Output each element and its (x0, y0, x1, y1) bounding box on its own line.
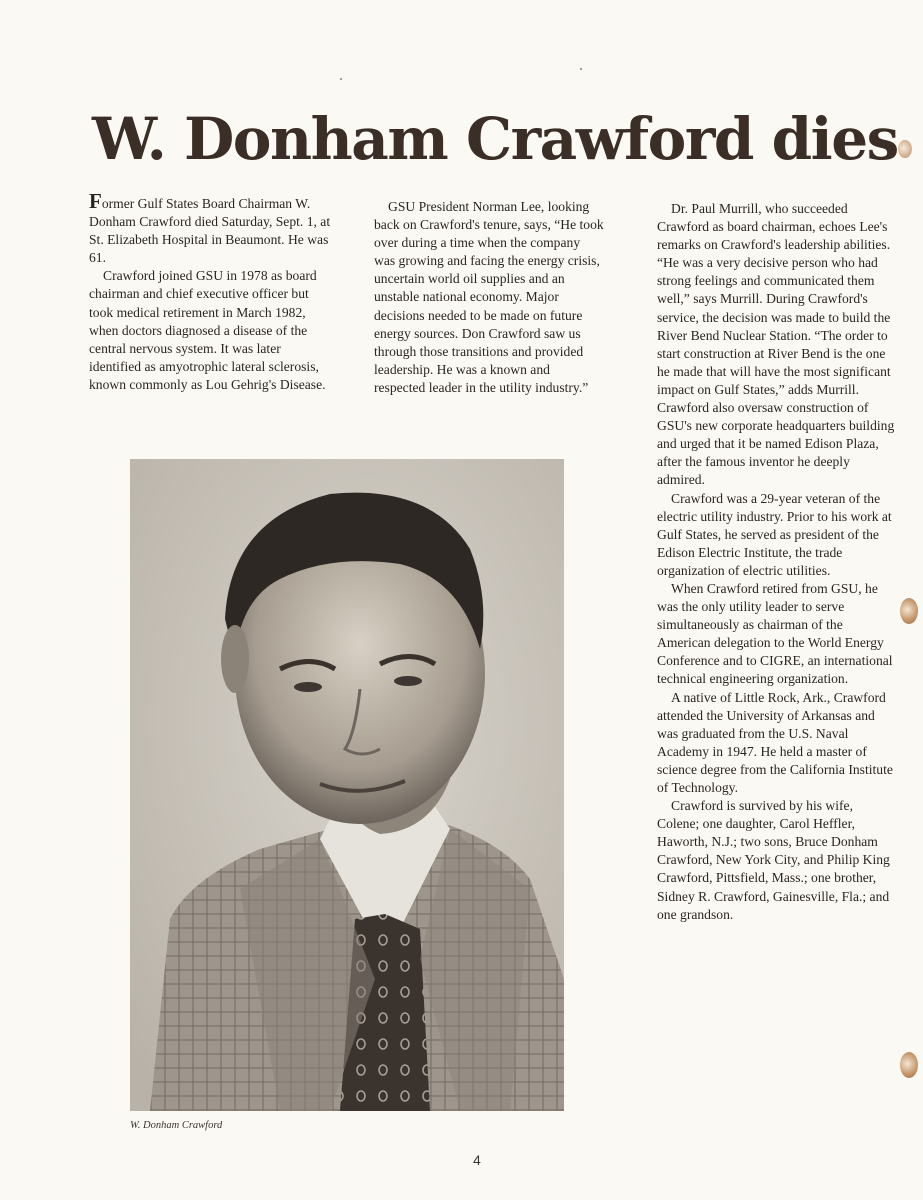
page-number: 4 (473, 1152, 481, 1168)
binder-hole-mark (900, 1052, 918, 1078)
portrait-photo (130, 459, 564, 1111)
paragraph: Crawford is survived by his wife, Colene; one daughter, Carol Heffler, Haworth, N.J.; two sons, Bruce Donham Crawford, New York City, and Philip King Crawford, Pittsfield, Mass.; one brother, Sidney R. Crawford, Gainesville, Fla.; and one grandson. (657, 798, 890, 922)
binder-hole-mark (900, 598, 918, 624)
paragraph (89, 189, 335, 267)
paragraph-text: ormer Gulf States Board Chairman W. Donham Crawford died Saturday, Sept. 1, at St. Elizabeth Hospital in Beaumont. He was 61. (89, 196, 331, 266)
print-speck (580, 68, 582, 70)
article-column-1 (89, 189, 335, 394)
article-headline: W. Donham Crawford dies (92, 105, 898, 173)
article-column-2 (374, 198, 604, 397)
portrait-illustration (130, 459, 564, 1111)
photo-caption: W. Donham Crawford (130, 1120, 223, 1131)
paragraph: GSU President Norman Lee, looking back on Crawford's tenure, says, “He took over during a time when the company was growing and facing the energy crisis, uncertain world oil supplies and an unstable national economy. Major decisions needed to be made on future energy sources. Don Crawford saw us through those transitions and provided leadership. He was a known and respected leader in the utility industry.” (374, 199, 604, 395)
paragraph: Crawford joined GSU in 1978 as board chairman and chief executive officer but took medical retirement in March 1982, when doctors diagnosed a disease of the central nervous system. It was later identified as amyotrophic lateral sclerosis, known commonly as Lou Gehrig's Disease. (89, 268, 326, 392)
paragraph: Dr. Paul Murrill, who succeeded Crawford as board chairman, echoes Lee's remarks on Crawford's leadership abilities. “He was a very decisive person who had strong feelings and communicated them well,” says Murrill. During Crawford's service, the decision was made to build the River Bend Nuclear Station. “The order to start construction at River Bend is the one he made that will have the most significant impact on Gulf States,” adds Murrill. Crawford also oversaw construction of GSU's new corporate headquarters building and urged that it be named Edison Plaza, after the famous inventor he deeply admired. (657, 201, 895, 488)
paragraph: When Crawford retired from GSU, he was the only utility leader to serve simultaneously as chairman of the American delegation to the World Energy Conference and to CIGRE, an international technical engineering organization. (657, 580, 893, 687)
article-column-3 (657, 200, 897, 924)
binder-hole-mark (898, 140, 912, 158)
print-speck (340, 78, 342, 80)
paragraph: Crawford was a 29-year veteran of the electric utility industry. Prior to his work at Gulf States, he served as president of the Edison Electric Institute, the trade organization of electric utilities. (657, 490, 892, 578)
paragraph: A native of Little Rock, Ark., Crawford attended the University of Arkansas and was graduated from the U.S. Naval Academy in 1947. He held a master of science degree from the California Institute of Technology. (657, 689, 893, 795)
drop-cap: F (89, 189, 102, 213)
